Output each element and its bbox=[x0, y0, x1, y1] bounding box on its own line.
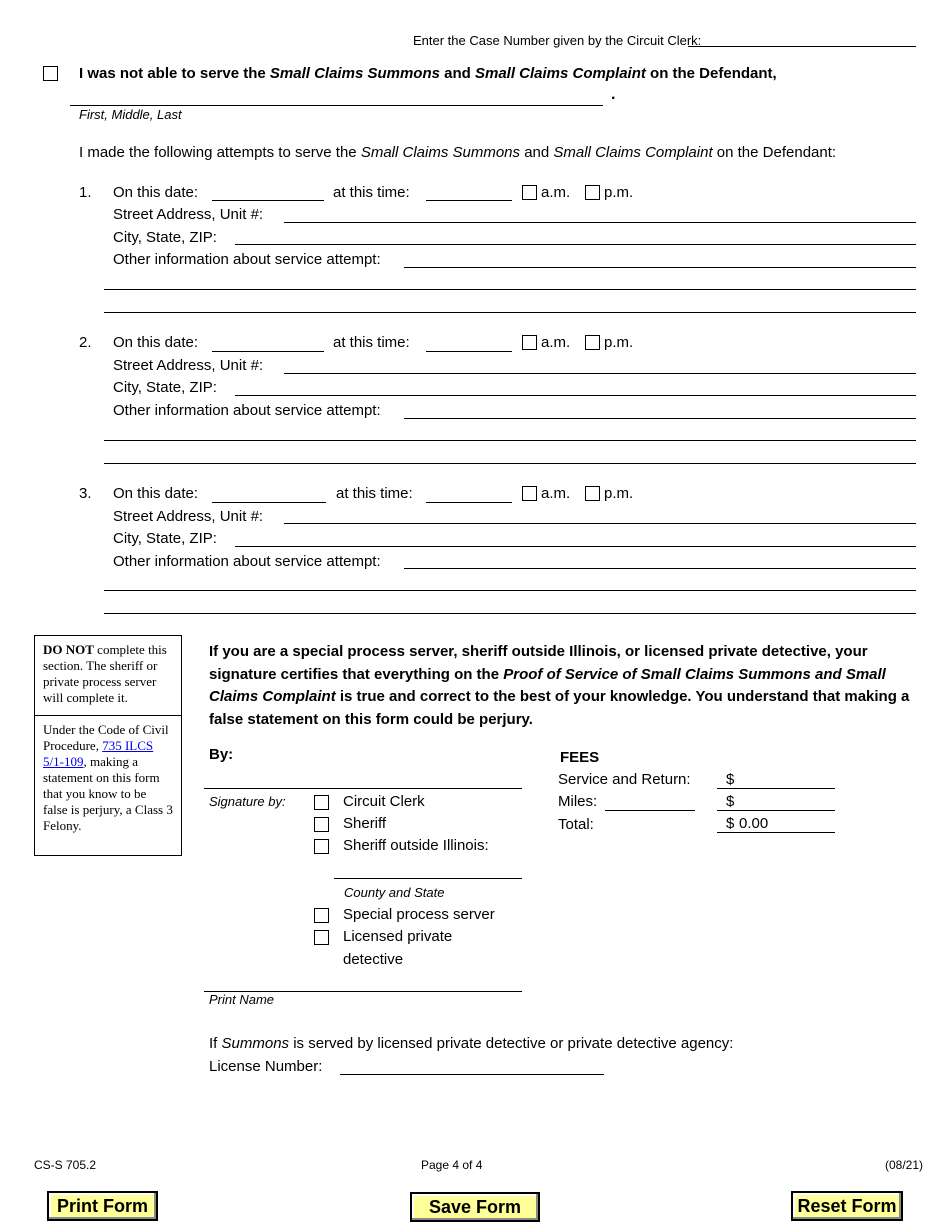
am-label: a.m. bbox=[541, 334, 571, 351]
date-field[interactable] bbox=[212, 502, 326, 503]
sidebar-note-box bbox=[34, 635, 182, 856]
circuit-clerk-label: Circuit Clerk bbox=[343, 793, 425, 810]
print-name-caption: Print Name bbox=[209, 992, 275, 1007]
city-label: City, State, ZIP: bbox=[113, 229, 217, 246]
by-label: By: bbox=[209, 746, 234, 763]
signature-field[interactable] bbox=[204, 788, 522, 789]
licensed-private-detective-checkbox[interactable] bbox=[314, 930, 329, 945]
special-process-server-checkbox[interactable] bbox=[314, 908, 329, 923]
fees-title: FEES bbox=[560, 749, 600, 766]
license-number-label: License Number: bbox=[209, 1058, 323, 1075]
sheriff-label: Sheriff bbox=[343, 815, 387, 832]
unable-to-serve-checkbox[interactable] bbox=[43, 66, 58, 81]
statement-period: . bbox=[611, 86, 616, 103]
attempts-intro: I made the following attempts to serve the Small Claims Summons and Small Claims Complaint on the Defendant: bbox=[79, 144, 837, 161]
other-info-label: Other information about service attempt: bbox=[113, 251, 381, 268]
reset-form-button[interactable]: Reset Form bbox=[791, 1191, 903, 1221]
certification-statement: If you are a special process server, sheriff outside Illinois, or licensed private detective, your signature certifies that everything on the Proof of Service of Small Claims Summons and Small Claims Complaint is true and correct to the best of your knowledge. You understand that making a false statement on this form could be perjury. bbox=[209, 643, 910, 728]
form-code: CS-S 705.2 bbox=[34, 1158, 97, 1172]
license-number-field[interactable] bbox=[340, 1074, 604, 1075]
date-label: On this date: bbox=[113, 334, 199, 351]
other-info-field[interactable] bbox=[404, 418, 916, 419]
case-number-field[interactable] bbox=[688, 46, 916, 47]
pm-checkbox[interactable] bbox=[585, 185, 600, 200]
do-not-complete-note: DO NOT complete this section. The sheriff or private process server will complete it. bbox=[35, 636, 181, 716]
street-label: Street Address, Unit #: bbox=[113, 206, 264, 223]
perjury-note: Under the Code of Civil Procedure, 735 ILCS 5/1-109, making a statement on this form that you know to be false is perjury, a Class 3 Felony. bbox=[43, 722, 173, 833]
street-field[interactable] bbox=[284, 523, 916, 524]
time-field[interactable] bbox=[426, 200, 512, 201]
city-label: City, State, ZIP: bbox=[113, 379, 217, 396]
street-field[interactable] bbox=[284, 373, 916, 374]
service-currency: $ bbox=[726, 771, 735, 788]
pm-checkbox[interactable] bbox=[585, 335, 600, 350]
street-field[interactable] bbox=[284, 222, 916, 223]
city-field[interactable] bbox=[235, 546, 916, 547]
am-checkbox[interactable] bbox=[522, 335, 537, 350]
street-label: Street Address, Unit #: bbox=[113, 357, 264, 374]
other-info-field[interactable] bbox=[404, 267, 916, 268]
save-form-button[interactable]: Save Form bbox=[410, 1192, 540, 1222]
total-label: Total: bbox=[558, 816, 594, 833]
defendant-name-field[interactable] bbox=[70, 105, 603, 106]
signature-by-label: Signature by: bbox=[209, 794, 286, 809]
pm-label: p.m. bbox=[604, 334, 634, 351]
licensed-private-label: Licensed private bbox=[343, 928, 453, 945]
pm-checkbox[interactable] bbox=[585, 486, 600, 501]
print-form-button[interactable]: Print Form bbox=[47, 1191, 158, 1221]
special-process-server-label: Special process server bbox=[343, 906, 495, 923]
pm-label: p.m. bbox=[604, 184, 634, 201]
other-info-line-3[interactable] bbox=[104, 613, 916, 614]
date-field[interactable] bbox=[212, 200, 324, 201]
service-return-label: Service and Return: bbox=[558, 771, 691, 788]
other-info-line-2[interactable] bbox=[104, 590, 916, 591]
county-state-caption: County and State bbox=[344, 885, 445, 900]
city-field[interactable] bbox=[235, 395, 916, 396]
name-caption: First, Middle, Last bbox=[79, 107, 182, 122]
sheriff-outside-illinois-label: Sheriff outside Illinois: bbox=[343, 837, 489, 854]
case-number-label: Enter the Case Number given by the Circuit Clerk: bbox=[413, 33, 702, 48]
other-info-line-2[interactable] bbox=[104, 289, 916, 290]
other-info-line-3[interactable] bbox=[104, 312, 916, 313]
total-currency: $ bbox=[726, 815, 735, 832]
am-label: a.m. bbox=[541, 485, 571, 502]
time-label: at this time: bbox=[336, 485, 413, 502]
county-state-field[interactable] bbox=[334, 878, 522, 879]
statute-link[interactable]: 735 ILCS 5/1-109 bbox=[43, 738, 154, 769]
miles-currency: $ bbox=[726, 793, 735, 810]
am-checkbox[interactable] bbox=[522, 486, 537, 501]
pm-label: p.m. bbox=[604, 485, 634, 502]
attempt-number: 2. bbox=[79, 334, 92, 351]
miles-amount-field[interactable] bbox=[717, 810, 835, 811]
circuit-clerk-checkbox[interactable] bbox=[314, 795, 329, 810]
miles-field[interactable] bbox=[605, 810, 695, 811]
revision-date: (08/21) bbox=[885, 1158, 924, 1172]
date-label: On this date: bbox=[113, 184, 199, 201]
time-field[interactable] bbox=[426, 351, 512, 352]
sheriff-checkbox[interactable] bbox=[314, 817, 329, 832]
service-return-field[interactable] bbox=[717, 788, 835, 789]
total-value: 0.00 bbox=[739, 815, 769, 832]
detective-label: detective bbox=[343, 951, 404, 968]
am-checkbox[interactable] bbox=[522, 185, 537, 200]
other-info-label: Other information about service attempt: bbox=[113, 553, 381, 570]
other-info-line-2[interactable] bbox=[104, 440, 916, 441]
street-label: Street Address, Unit #: bbox=[113, 508, 264, 525]
page-number: Page 4 of 4 bbox=[421, 1158, 483, 1172]
attempt-number: 1. bbox=[79, 184, 92, 201]
total-field[interactable] bbox=[717, 832, 835, 833]
city-field[interactable] bbox=[235, 244, 916, 245]
license-statement: If Summons is served by licensed private detective or private detective agency: bbox=[209, 1035, 734, 1052]
city-label: City, State, ZIP: bbox=[113, 530, 217, 547]
sheriff-outside-illinois-checkbox[interactable] bbox=[314, 839, 329, 854]
attempt-number: 3. bbox=[79, 485, 92, 502]
other-info-label: Other information about service attempt: bbox=[113, 402, 381, 419]
date-field[interactable] bbox=[212, 351, 324, 352]
time-label: at this time: bbox=[333, 184, 410, 201]
date-label: On this date: bbox=[113, 485, 199, 502]
unable-statement: I was not able to serve the Small Claims Summons and Small Claims Complaint on the Defendant, bbox=[79, 65, 777, 82]
time-label: at this time: bbox=[333, 334, 410, 351]
am-label: a.m. bbox=[541, 184, 571, 201]
miles-label: Miles: bbox=[558, 793, 598, 810]
other-info-field[interactable] bbox=[404, 568, 916, 569]
other-info-line-3[interactable] bbox=[104, 463, 916, 464]
time-field[interactable] bbox=[426, 502, 512, 503]
